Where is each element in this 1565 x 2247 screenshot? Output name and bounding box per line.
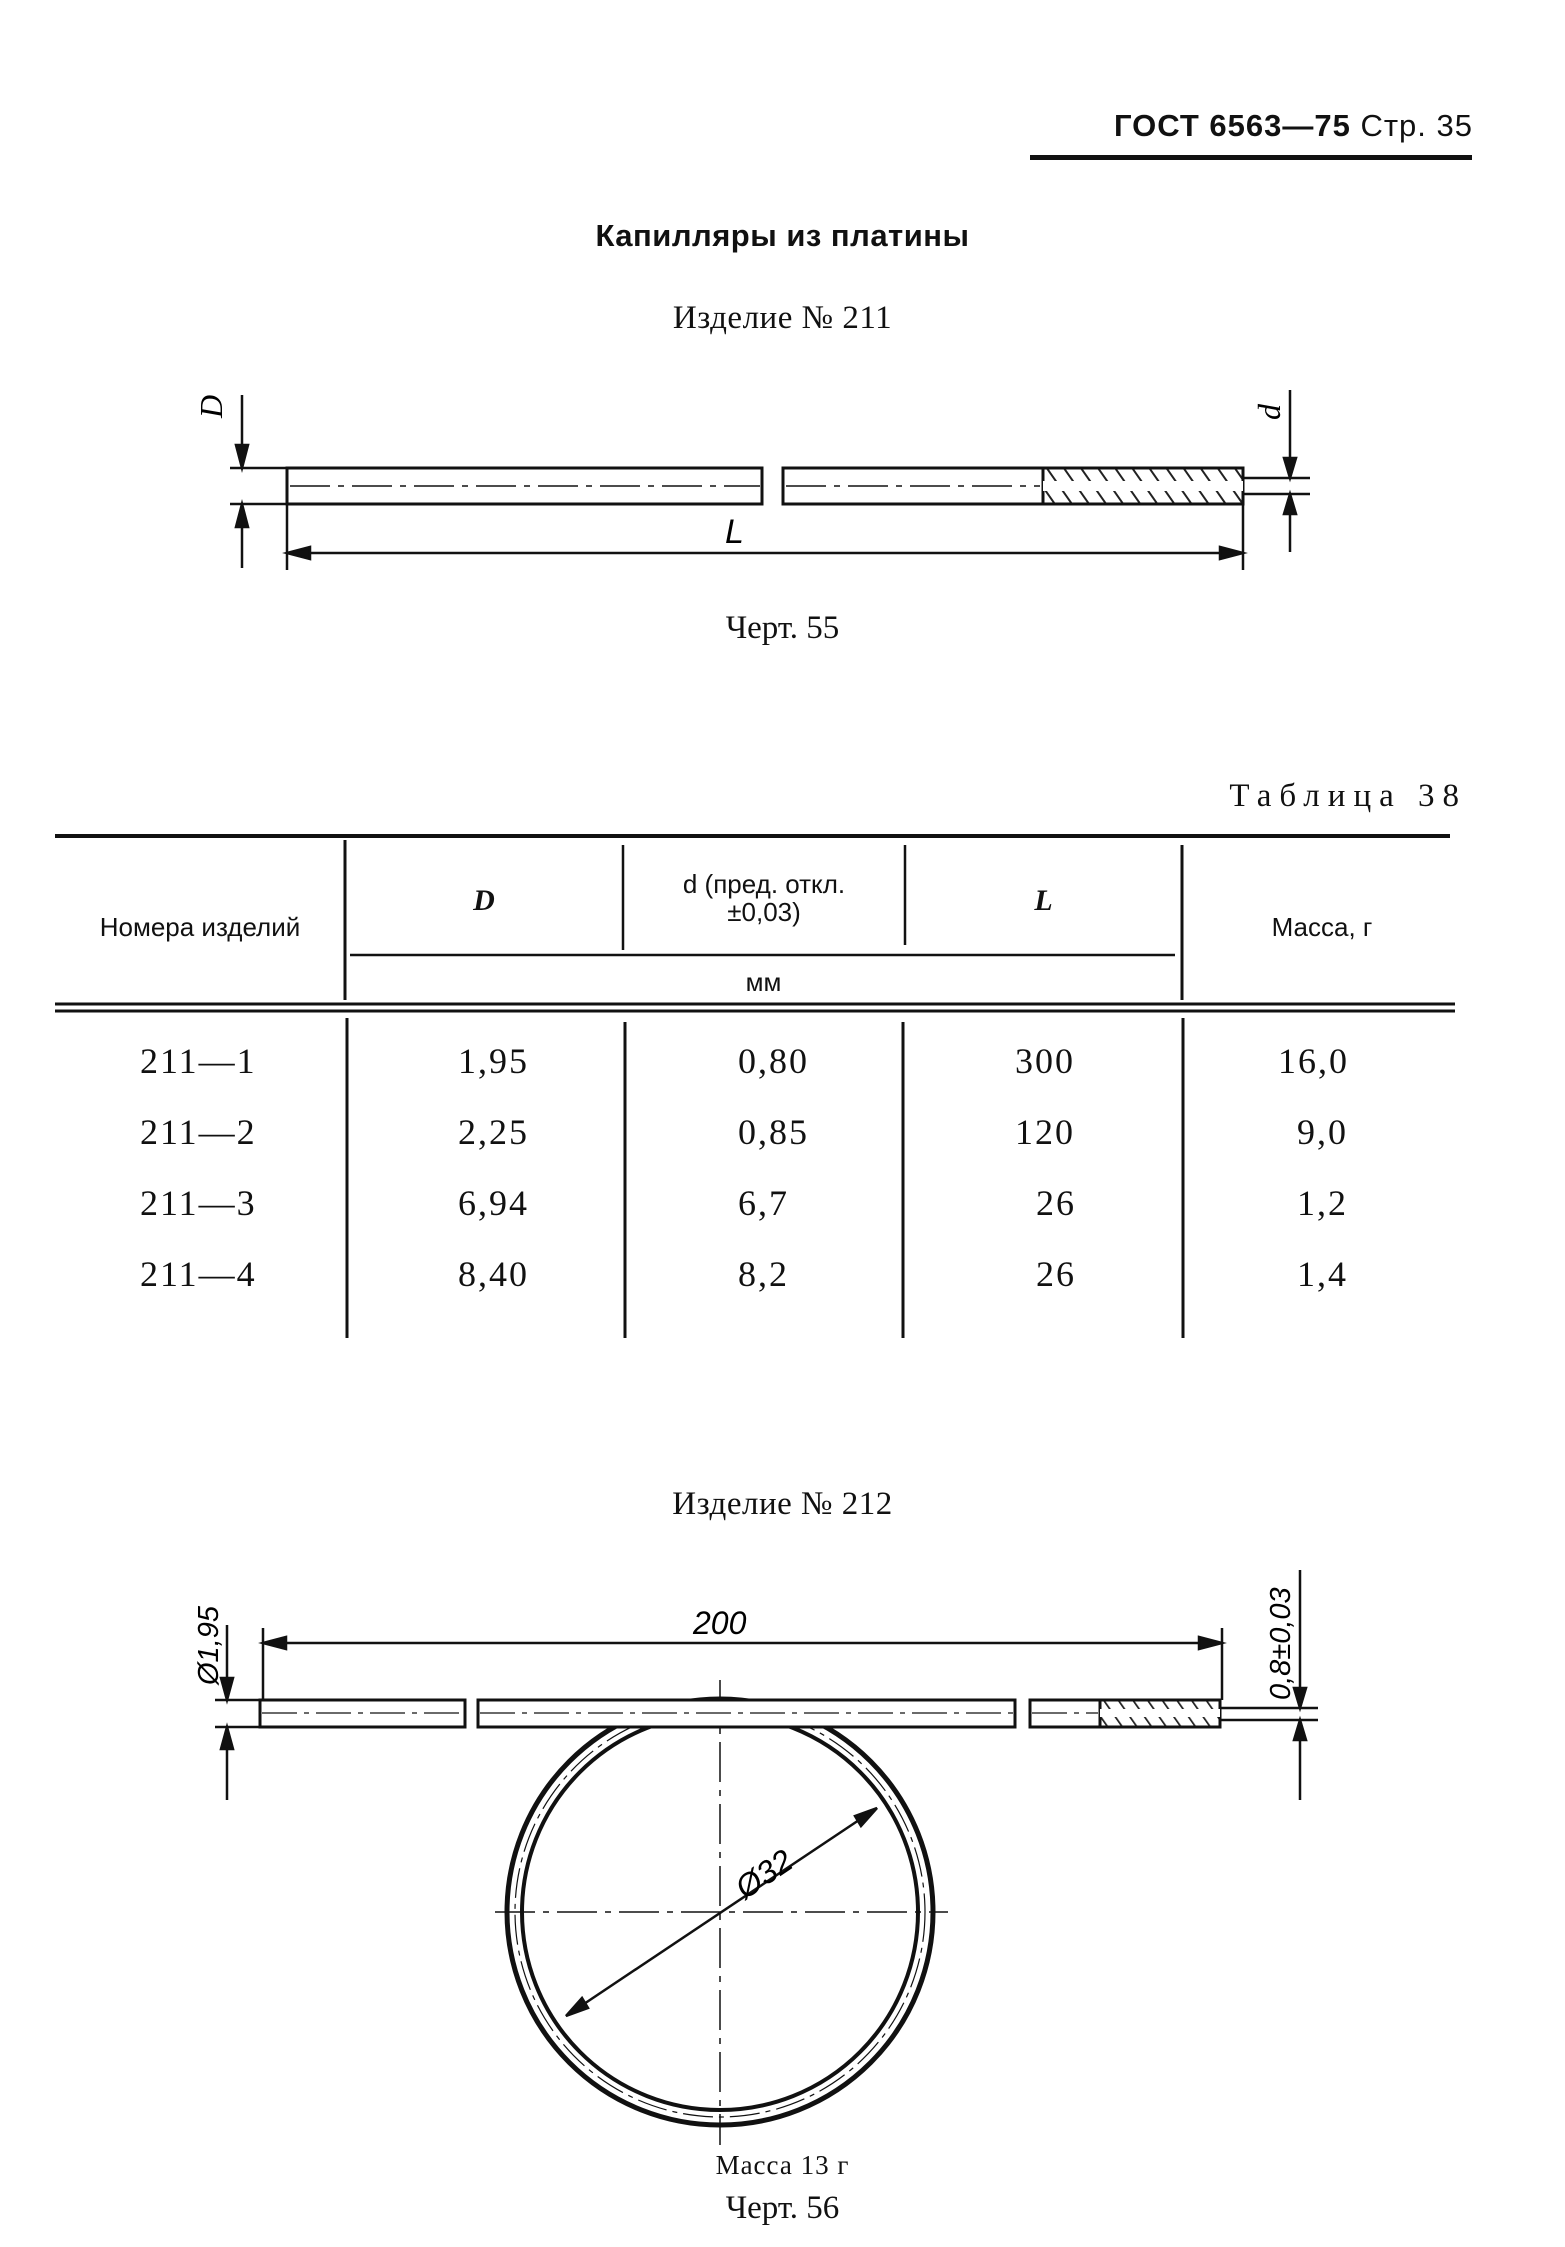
tube-212: [260, 1700, 1220, 1727]
item-211-title: Изделие № 211: [672, 300, 893, 336]
cell-item: 211—2: [140, 1112, 257, 1152]
label-inner: 0,8±0,03: [1265, 1587, 1297, 1700]
cell-d: 0,80: [738, 1041, 809, 1081]
label-outer: Ø1,95: [193, 1606, 225, 1685]
cell-D: 8,40: [458, 1254, 529, 1294]
drawing-56-caption: Черт. 56: [725, 2190, 840, 2226]
cell-L: 120: [1015, 1112, 1075, 1152]
label-d: d: [1251, 404, 1287, 420]
cell-d: 0,85: [738, 1112, 809, 1152]
col-header-D: D: [473, 884, 495, 917]
cell-item: 211—4: [140, 1254, 257, 1294]
cell-D: 1,95: [458, 1041, 529, 1081]
cell-mass: 1,4: [1297, 1254, 1348, 1294]
cell-d: 8,2: [738, 1254, 789, 1294]
cell-L: 26: [1036, 1183, 1076, 1223]
cell-D: 2,25: [458, 1112, 529, 1152]
col-header-items: Номера изделий: [99, 912, 301, 942]
cell-mass: 1,2: [1297, 1183, 1348, 1223]
cell-mass: 9,0: [1297, 1112, 1348, 1152]
cell-mass: 16,0: [1278, 1041, 1349, 1081]
col-header-unit: мм: [745, 967, 782, 997]
label-ring: Ø32: [728, 1842, 800, 1906]
label-D: D: [193, 394, 229, 418]
label-L: L: [725, 513, 744, 551]
cell-d: 6,7: [738, 1183, 789, 1223]
page-number: Стр. 35: [1360, 108, 1473, 143]
item-212-mass: Масса 13 г: [715, 2150, 850, 2180]
drawing-55-caption: Черт. 55: [725, 610, 840, 646]
cell-L: 26: [1036, 1254, 1076, 1294]
cell-item: 211—1: [140, 1041, 257, 1081]
cell-item: 211—3: [140, 1183, 257, 1223]
col-header-L: L: [1034, 884, 1053, 917]
table-label: Таблица 38: [1229, 778, 1467, 814]
label-length: 200: [693, 1605, 747, 1641]
section-title: Капилляры из платины: [595, 218, 970, 253]
standard-number: ГОСТ 6563—75: [1113, 108, 1351, 143]
cell-D: 6,94: [458, 1183, 529, 1223]
col-header-mass: Масса, г: [1271, 912, 1373, 942]
cell-L: 300: [1015, 1041, 1075, 1081]
item-212-title: Изделие № 212: [672, 1486, 893, 1522]
col-header-d-line1: d (пред. откл.: [682, 869, 846, 899]
col-header-d-line2: ±0,03): [727, 897, 801, 927]
